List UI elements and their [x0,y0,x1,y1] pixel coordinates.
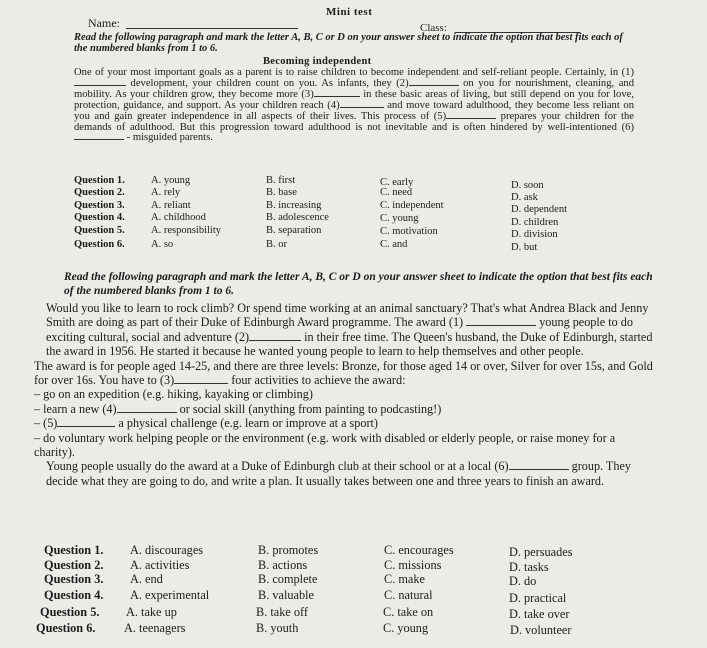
question-label: Question 3. [74,200,125,211]
option-c[interactable]: C. take on [383,605,434,619]
option-a[interactable]: A. so [151,239,174,250]
option-c[interactable]: C. young [380,213,419,224]
option-d[interactable]: D. division [511,229,558,240]
option-b[interactable]: B. valuable [258,588,315,602]
option-a[interactable]: A. responsibility [151,225,221,236]
question-row [40,605,640,620]
option-c[interactable]: C. make [384,572,425,586]
blank-6 [74,139,124,140]
option-c[interactable]: C. independent [380,200,444,211]
question-row [36,621,646,636]
option-b[interactable]: B. base [266,187,297,198]
question-label: Question 2. [74,187,125,198]
blank-1 [466,325,536,326]
option-a[interactable]: A. teenagers [124,621,186,635]
option-c[interactable]: C. early [380,177,414,188]
activity-item: – do voluntary work helping people or the environment (e.g. work with disabled or elderly people, or raise money for a charity). [34,430,616,460]
question-label: Question 1. [44,543,104,557]
option-b[interactable]: B. first [266,175,296,186]
question-row [44,572,644,587]
activity-item: – (5) a physical challenge (e.g. learn or improve at a sport) [34,416,378,431]
blank-5 [446,118,496,119]
question-row [44,543,644,558]
blank-4 [340,107,384,108]
question-row [74,240,634,252]
question-label: Question 5. [74,225,125,236]
name-blank-line[interactable] [126,28,298,29]
passage1-title: Becoming independent [263,56,372,67]
question-label: Question 5. [40,605,100,619]
test-title: Mini test [326,6,373,18]
option-c[interactable]: C. need [380,187,413,198]
question-label: Question 2. [44,558,104,572]
question-label: Question 4. [44,588,104,602]
blank-3 [314,96,360,97]
question-label: Question 4. [74,212,125,223]
question-row [74,226,634,238]
passage2-paragraph: Young people usually do the award at a Duke of Edinburgh club at their school or at a local (6) group. They decide what they are going to do, and write a plan. It usually takes between one and three years to finish an award. [46,459,631,488]
option-d[interactable]: D. children [511,217,559,228]
blank-2 [249,340,301,341]
option-a[interactable]: A. activities [130,558,190,572]
option-b[interactable]: B. adolescence [266,212,329,223]
section1-instruction: Read the following paragraph and mark the letter A, B, C or D on your answer sheet to indicate the option that best fits each of the numbered blanks from 1 to 6. [74,32,623,54]
section2-instruction: Read the following paragraph and mark the letter A, B, C or D on your answer sheet to indicate the option that best fits each of the numbered blanks from 1 to 6. [64,271,653,297]
name-label: Name: [88,16,120,30]
option-b[interactable]: B. take off [256,605,309,619]
blank-2 [409,85,459,86]
option-d[interactable]: D. soon [511,180,544,191]
option-a[interactable]: A. rely [151,187,181,198]
option-c[interactable]: C. and [380,239,408,250]
option-d[interactable]: D. ask [511,192,538,203]
question-label: Question 6. [74,239,125,250]
option-a[interactable]: A. childhood [151,212,206,223]
passage2-paragraph: Would you like to learn to rock climb? Or spend time working at an animal sanctuary? That's what Andrea Black and Jenny Smith are doing as part of their Duke of Edinburgh Award programme. The award (1) young people to do exciting cultural, social and adventure (2) in their free time. The Queen's husband, the Duke of Edinburgh, started the award in 1956. He started it because he wanted young people to learn to help themselves and other people. [46,301,653,359]
option-a[interactable]: A. reliant [151,200,191,211]
question-label: Question 1. [74,175,125,186]
option-a[interactable]: A. take up [126,605,177,619]
option-a[interactable]: A. experimental [130,588,210,602]
option-c[interactable]: C. motivation [380,226,438,237]
option-d[interactable]: D. practical [509,591,567,605]
question-row [44,558,644,573]
option-a[interactable]: A. discourages [130,543,204,557]
option-c[interactable]: C. natural [384,588,433,602]
blank-6 [509,469,569,470]
option-c[interactable]: C. missions [384,558,442,572]
option-b[interactable]: B. increasing [266,200,322,211]
option-c[interactable]: C. encourages [384,543,454,557]
option-d[interactable]: D. tasks [509,560,549,574]
class-label: Class: [420,22,447,34]
option-a[interactable]: A. end [130,572,163,586]
option-d[interactable]: D. volunteer [510,623,572,637]
passage1: One of your most important goals as a parent is to raise children to become independent and self-reliant people. Certainly, in (1) development, your children count on you. As infants, they (2) on you for nourishment, cleaning, and mobility. As your children grow, they become more (3) in these basic areas of living, but still depend on you for love, protection, guidance, and support. As your children reach (4) and move toward adulthood, they become less reliant on you and gain greater independence in all aspects of their lives. This process of (5) prepares your children for the demands of adulthood. But this progression toward adulthood is not inevitable and is often hindered by well-intentioned (6) - misguided parents. [74,67,635,144]
option-d[interactable]: D. take over [509,607,570,621]
option-a[interactable]: A. young [151,175,191,186]
question-label: Question 6. [36,621,96,635]
option-d[interactable]: D. but [511,242,538,253]
question-row [74,212,634,228]
option-b[interactable]: B. actions [258,558,308,572]
activity-item: – learn a new (4) or social skill (anything from painting to podcasting!) [34,401,442,416]
option-b[interactable]: B. separation [266,225,322,236]
option-b[interactable]: B. or [266,239,287,250]
option-d[interactable]: D. dependent [511,204,567,215]
blank-4 [117,412,177,413]
option-d[interactable]: D. persuades [509,545,573,559]
question-row [44,588,644,603]
option-b[interactable]: B. youth [256,621,299,635]
passage2-paragraph: The award is for people aged 14-25, and there are three levels: Bronze, for those aged 14 or over, Silver for over 15s, and Gold for over 16s. You have to (3) four activities to achieve the award: [34,358,653,388]
passage2 [34,301,654,488]
option-d[interactable]: D. do [509,574,537,588]
option-b[interactable]: B. complete [258,572,318,586]
option-b[interactable]: B. promotes [258,543,319,557]
option-c[interactable]: C. young [383,621,429,635]
question-row [74,187,634,203]
blank-1 [74,85,126,86]
question-label: Question 3. [44,572,104,586]
blank-3 [174,383,228,384]
blank-5 [57,426,115,427]
activity-item: – go on an expedition (e.g. hiking, kayaking or climbing) [34,387,313,402]
